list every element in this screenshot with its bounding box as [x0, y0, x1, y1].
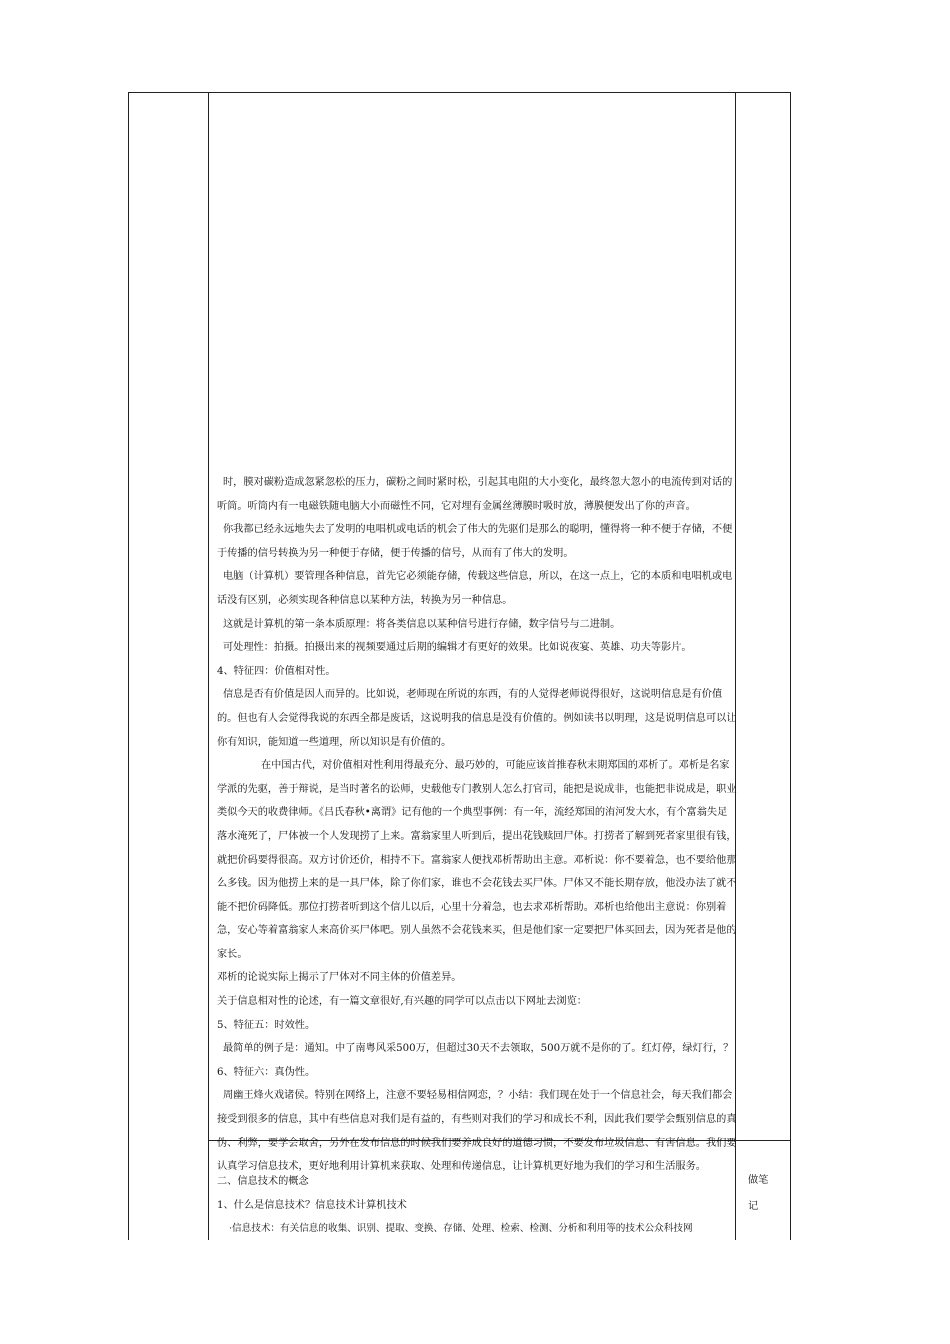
paragraph-dengxi: 在中国古代，对价值相对性利用得最充分、最巧妙的，可能应该首推春秋末期郑国的邓析了。邓析是名家学派的先驱，善于辩说，是当时著名的讼师，史载他专门教别人怎么打官司，能把是说成非，也能把非说成是，职业类似今天的收费律师。《吕氏春秋•离谓》记有他的一个典型事例：有一年，流经郑国的洧河发大水，有个富翁失足落水淹死了，尸体被一个人发现捞了上来。富翁家里人听到后，提出花钱赎回尸体。打捞者了解到死者家里很有钱，就把价码要得很高。双方讨价还价，相持不下。富翁家人便找邓析帮助出主意。邓析说：你不要着急，也不要给他那么多钱。因为他捞上来的是一具尸体，除了你们家，谁也不会花钱去买尸体。尸体又不能长期存放，他没办法了就不能不把价码降低。那位打捞者听到这个信儿以后，心里十分着急，也去求邓析帮助。邓析也给他出主意说：你别着急，安心等着富翁家人来高价买尸体吧。别人虽然不会花钱来买，但是他们家一定要把尸体买回去，因为死者是他的家长。 — [217, 760, 737, 960]
heading-feature-6: 6、特征六：真伪性。 — [217, 1066, 316, 1078]
heading-feature-5: 5、特征五：时效性。 — [217, 1019, 316, 1031]
section-heading: 二、信息技术的概念 — [217, 1176, 309, 1187]
paragraph-dengxi-summary: 邓析的论说实际上揭示了尸体对不同主体的价值差异。 — [217, 972, 462, 984]
definition-it: ·信息技术：有关信息的收集、识别、提取、变换、存储、处理、检索、检测、分析和利用等的技术公众科技网 — [229, 1223, 693, 1235]
table-top-border — [128, 92, 791, 93]
note-line-1: 做笔 — [748, 1175, 769, 1186]
paragraph-telephone: 时，膜对碳粉造成忽紧忽松的压力，碳粉之间时紧时松，引起其电阻的大小变化，最终忽大忽小的电流传到对话的听筒。听筒内有一电磁铁随电脑大小而磁性不同，它对埋有金属丝薄膜时吸时放，薄膜便发出了你的声音。 — [217, 477, 733, 512]
paragraph-principle: 这就是计算机的第一条本质原理：将各类信息以某种信号进行存储，数字信号与二进制。 — [223, 618, 621, 630]
paragraph-relativity-link: 关于信息相对性的论述，有一篇文章很好,有兴趣的同学可以点击以下网址去浏览： — [217, 996, 587, 1008]
table-right-border — [790, 92, 791, 1240]
paragraph-computer: 电脑（计算机）要管理各种信息，首先它必须能存储，传载这些信息，所以，在这一点上，它的本质和电唱机或电话没有区别，必须实现各种信息以某种方法，转换为另一种信息。 — [217, 571, 733, 606]
paragraph-pioneers: 你我都已经永远地失去了发明的电唱机或电话的机会了伟大的先驱们是那么的聪明，懂得将一种不便于存储，不便于传播的信号转换为另一种便于存储，便于传播的信号，从而有了伟大的发明。 — [217, 524, 733, 559]
table-inner-left-border — [208, 92, 209, 1240]
paragraph-value: 信息是否有价值是因人而异的。比如说，老师现在所说的东西，有的人觉得老师说得很好，这说明信息是有价值的。但也有人会觉得我说的东西全都是废话，这说明我的信息是没有价值的。例如读书以明理，这是说明信息可以让你有知识，能知道一些道理，所以知识是有价值的。 — [217, 689, 737, 748]
main-content — [217, 471, 737, 1179]
paragraph-processable: 可处理性：拍摄。拍摄出来的视频要通过后期的编辑才有更好的效果。比如说夜宴、英雄、功夫等影片。 — [223, 642, 692, 654]
note-line-2: 记 — [748, 1201, 759, 1212]
question-what-is-it: 1、什么是信息技术？信息技术计算机技术 — [217, 1199, 407, 1211]
heading-feature-4: 4、特征四：价值相对性。 — [217, 665, 336, 677]
table-left-border — [128, 92, 129, 1240]
paragraph-authenticity: 周幽王烽火戏诸侯。特别在网络上，注意不要轻易相信网恋，？小结：我们现在处于一个信息社会，每天我们都会接受到很多的信息，其中有些信息对我们是有益的，有些则对我们的学习和成长不利，因此我们要学会甄别信息的真伪、利弊，要学会取舍，另外在发布信息的时候我们要养成良好的道德习惯，不要发布垃圾信息、有害信息。我们要认真学习信息技术，更好地利用计算机来获取、处理和传递信息，让计算机更好地为我们的学习和生活服务。 — [217, 1090, 737, 1173]
paragraph-timeliness: 最简单的例子是：通知。中了南粤风采500万，但超过30天不去领取，500万就不是你的了。红灯停，绿灯行，？ — [223, 1043, 734, 1055]
take-notes-label — [748, 1168, 782, 1220]
section-it-concept — [217, 1170, 737, 1241]
